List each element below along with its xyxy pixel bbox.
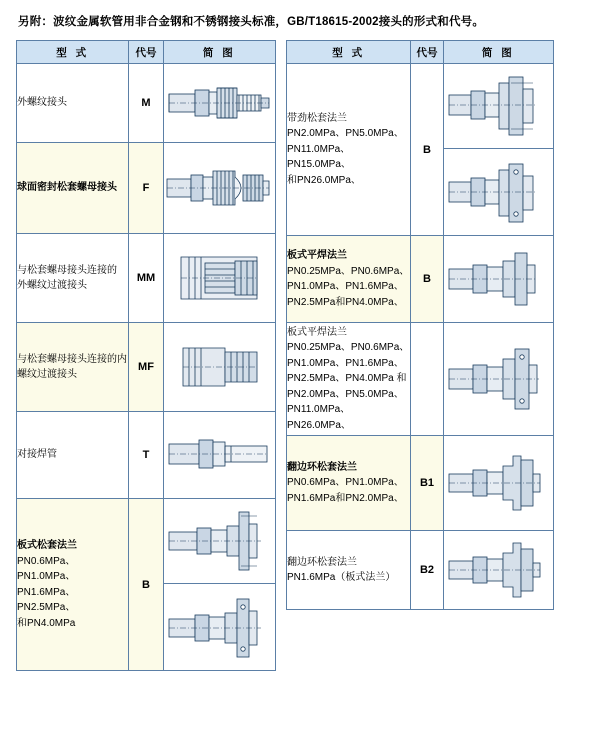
figure-cell xyxy=(163,323,275,412)
male-thread-transition-coupling-icon xyxy=(165,243,273,313)
code-cell: T xyxy=(129,412,163,499)
left-table-header-row xyxy=(17,41,276,64)
code-cell: B xyxy=(411,64,443,236)
code-cell: B2 xyxy=(411,531,443,610)
plate-slip-on-welding-flange-icon-2 xyxy=(445,331,551,427)
page-title: 另附：波纹金属软管用非合金钢和不锈钢接头标准，GB/T18615-2002接头的形式和代号。 xyxy=(18,16,485,28)
tables-container xyxy=(16,40,584,671)
table-row xyxy=(17,499,276,584)
figure-cell xyxy=(163,412,275,499)
figure-cell xyxy=(443,436,553,531)
threaded-male-coupling-icon xyxy=(165,72,273,134)
table-row xyxy=(17,143,276,234)
code-cell: B xyxy=(411,236,443,323)
lapped-ring-loose-flange-icon-2 xyxy=(445,535,551,605)
left-spec-table xyxy=(16,40,276,671)
type-cell: 与松套螺母接头连接的 外螺纹过渡接头 xyxy=(17,234,129,323)
type-cell: 板式松套法兰 PN0.6MPa、PN1.0MPa、 PN1.6MPa、PN2.5MPa、 和PN4.0MPa xyxy=(17,499,129,671)
butt-weld-pipe-icon xyxy=(165,422,273,488)
figure-cell xyxy=(443,64,553,149)
left-header-code: 代号 xyxy=(129,41,163,64)
table-row xyxy=(17,323,276,412)
type-cell: 对接焊管 xyxy=(17,412,129,499)
table-row xyxy=(287,531,554,610)
right-table-header-row xyxy=(287,41,554,64)
table-row xyxy=(17,234,276,323)
ribbed-lap-joint-flange-icon xyxy=(445,69,551,143)
type-cell: 板式平焊法兰 PN0.25MPa、PN0.6MPa、 PN1.0MPa、PN1.6MPa、 PN2.5MPa、PN4.0MPa 和 PN2.0MPa、PN5.0MPa、 PN11.0MPa、PN26.0MPa、 xyxy=(287,323,411,436)
lapped-ring-loose-flange-icon xyxy=(445,442,551,524)
figure-cell xyxy=(443,236,553,323)
code-cell: MF xyxy=(129,323,163,412)
table-row xyxy=(287,323,554,436)
code-cell: F xyxy=(129,143,163,234)
code-cell: MM xyxy=(129,234,163,323)
table-row xyxy=(17,412,276,499)
table-row xyxy=(287,436,554,531)
right-header-figure: 简 图 xyxy=(443,41,553,64)
ribbed-lap-joint-flange-icon-2 xyxy=(445,154,551,230)
left-header-type: 型 式 xyxy=(17,41,129,64)
plate-lap-joint-flange-icon-2 xyxy=(165,589,273,665)
right-spec-table xyxy=(286,40,554,610)
figure-cell xyxy=(163,64,275,143)
type-cell: 球面密封松套螺母接头 xyxy=(17,143,129,234)
type-cell: 与松套螺母接头连接的内 螺纹过渡接头 xyxy=(17,323,129,412)
type-cell: 板式平焊法兰 PN0.25MPa、PN0.6MPa、 PN1.0MPa、PN1.6MPa、 PN2.5MPa和PN4.0MPa、 xyxy=(287,236,411,323)
code-cell: B xyxy=(129,499,163,671)
figure-cell xyxy=(163,584,275,671)
type-cell: 翻边环松套法兰 PN0.6MPa、PN1.0MPa、 PN1.6MPa和PN2.0MPa、 xyxy=(287,436,411,531)
code-cell: M xyxy=(129,64,163,143)
plate-lap-joint-flange-icon xyxy=(165,504,273,578)
type-cell: 带劲松套法兰 PN2.0MPa、PN5.0MPa、 PN11.0MPa、PN15.0MPa、 和PN26.0MPa、 xyxy=(287,64,411,236)
table-row xyxy=(287,236,554,323)
spherical-seal-union-nut-coupling-icon xyxy=(165,153,273,223)
code-cell xyxy=(411,323,443,436)
type-cell: 翻边环松套法兰 PN1.6MPa（板式法兰） xyxy=(287,531,411,610)
left-header-figure: 简 图 xyxy=(163,41,275,64)
figure-cell xyxy=(163,143,275,234)
code-cell: B1 xyxy=(411,436,443,531)
right-header-type: 型 式 xyxy=(287,41,411,64)
figure-cell xyxy=(163,499,275,584)
female-thread-transition-coupling-icon xyxy=(165,332,273,402)
table-row xyxy=(17,64,276,143)
plate-slip-on-welding-flange-icon xyxy=(445,241,551,317)
figure-cell xyxy=(163,234,275,323)
right-header-code: 代号 xyxy=(411,41,443,64)
figure-cell xyxy=(443,531,553,610)
type-cell: 外螺纹接头 xyxy=(17,64,129,143)
figure-cell xyxy=(443,149,553,236)
table-row xyxy=(287,64,554,149)
figure-cell xyxy=(443,323,553,436)
